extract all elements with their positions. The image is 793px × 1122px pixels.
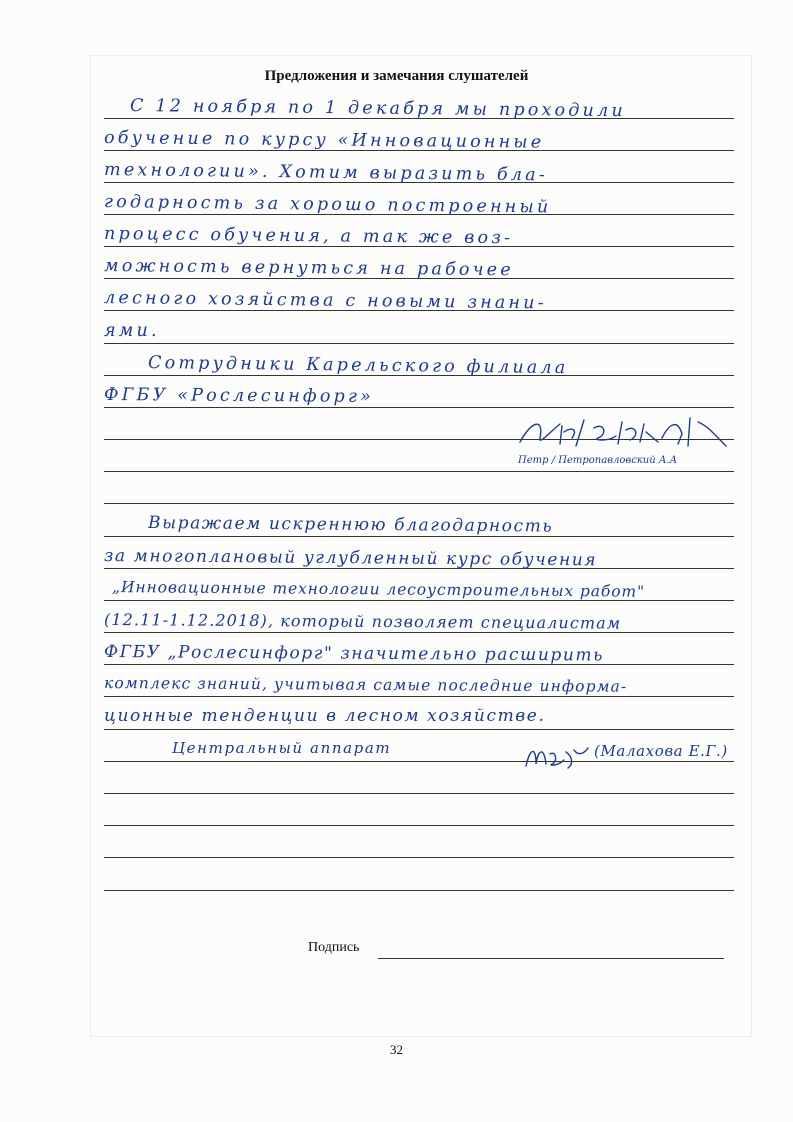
page-title: Предложения и замечания слушателей <box>264 68 529 84</box>
handwritten-line: Выражаем искреннюю благодарность <box>148 513 554 537</box>
handwritten-line: „Инновационные технологии лесоустроительных работ" <box>112 578 646 601</box>
ruled-line <box>104 343 734 344</box>
handwritten-line: (12.11-1.12.2018), который позволяет специалистам <box>104 610 622 633</box>
handwritten-line: С 12 ноября по 1 декабря мы проходили <box>130 96 626 122</box>
signature-1-caption: Петр / Петропавловский А.А <box>518 455 678 466</box>
signature-1-image <box>512 412 762 452</box>
ruled-line <box>104 857 734 858</box>
handwritten-line: за многоплановый углубленный курс обучения <box>104 546 598 571</box>
ruled-line <box>104 729 734 730</box>
ruled-line <box>104 696 734 697</box>
handwritten-line: процесс обучения, а так же воз- <box>104 224 514 249</box>
ruled-line <box>104 761 734 762</box>
handwritten-line: можность вернуться на рабочее <box>104 256 514 281</box>
ruled-line <box>104 503 734 504</box>
handwritten-line: обучение по курсу «Инновационные <box>104 128 545 153</box>
page-number: 32 <box>390 1042 403 1057</box>
ruled-line <box>104 793 734 794</box>
handwritten-line: ФГБУ „Рослесинфорг" значительно расширить <box>104 642 605 666</box>
ruled-line <box>104 471 734 472</box>
handwritten-line: ционные тенденции в лесном хозяйстве. <box>104 706 546 726</box>
signature-label: Подпись <box>308 940 360 955</box>
signature-line <box>378 958 724 959</box>
handwritten-line: лесного хозяйства с новыми знани- <box>104 288 547 314</box>
handwritten-line: годарность за хорошо построенный <box>104 192 552 218</box>
handwritten-line: ФГБУ «Рослесинфорг» <box>104 385 375 407</box>
handwritten-line: Сотрудники Карельского филиала <box>148 353 569 379</box>
handwritten-line: Центральный аппарат <box>172 739 392 757</box>
signature-2-image <box>522 742 592 772</box>
signature-2-name: (Малахова Е.Г.) <box>594 742 728 760</box>
handwritten-line: комплекс знаний, учитывая самые последние информа- <box>104 674 628 696</box>
handwritten-line: ями. <box>104 321 160 341</box>
ruled-line <box>104 890 734 891</box>
handwritten-line: технологии». Хотим выразить бла- <box>104 160 549 186</box>
ruled-line <box>104 825 734 826</box>
